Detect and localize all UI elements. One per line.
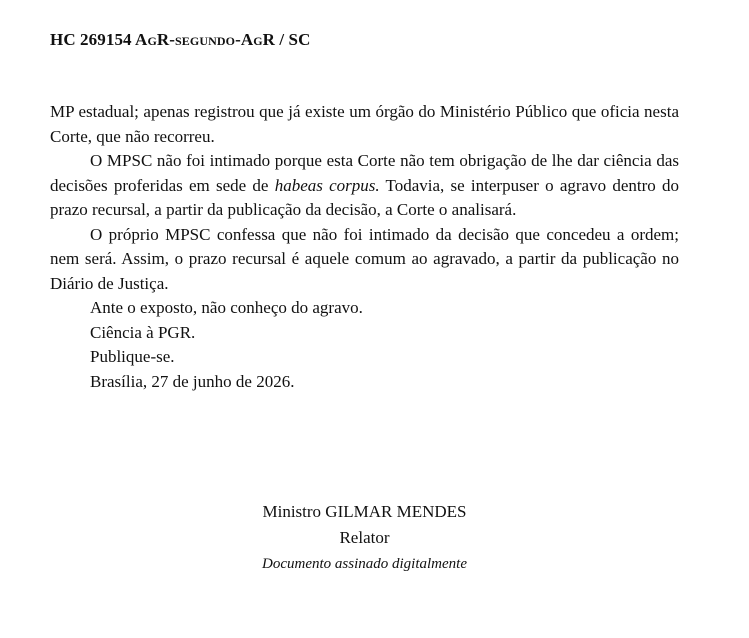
paragraph-conclusion: Ante o exposto, não conheço do agravo. <box>90 298 363 317</box>
case-header-part: R- <box>156 30 176 49</box>
paragraph-date: Brasília, 27 de junho de 2026. <box>90 371 295 391</box>
paragraph-text: Todavia, se interpuser o agravo dentro do prazo recursal, a partir da publicação da decisão, a Corte o analisará. <box>50 175 679 219</box>
case-header-part: g <box>147 30 157 49</box>
case-header-part: g <box>253 30 263 49</box>
paragraph-text: O MPSC não foi intimado porque esta Corte não tem obrigação de lhe dar ciência das decisões proferidas em sede de <box>50 151 679 195</box>
paragraph-notification: Ciência à PGR. <box>90 322 196 342</box>
case-header <box>50 30 311 50</box>
signature-block <box>50 499 679 577</box>
case-header-part: segundo <box>175 30 236 49</box>
signer-role: Relator <box>339 528 390 547</box>
paragraph-publish: Publique-se. <box>90 347 175 366</box>
signer-name: Ministro GILMAR MENDES <box>262 502 467 521</box>
case-header-part: R / SC <box>262 30 311 49</box>
case-header-part: HC 269154 A <box>50 30 148 49</box>
paragraph-mpsc-notice <box>50 149 679 223</box>
case-header-part: -A <box>235 30 254 49</box>
digital-signature-note: Documento assinado digitalmente <box>262 556 467 572</box>
paragraph-italic-term: habeas corpus. <box>274 175 380 195</box>
paragraph-deadline: O próprio MPSC confessa que não foi intimado da decisão que concedeu a ordem; nem será. Assim, o prazo recursal é aquele comum ao agravado, a partir da publicação no Diário de Justiça. <box>50 224 679 293</box>
paragraph-continuation: MP estadual; apenas registrou que já existe um órgão do Ministério Público que oficia nesta Corte, que não recorreu. <box>50 102 679 146</box>
decision-body <box>50 100 679 394</box>
